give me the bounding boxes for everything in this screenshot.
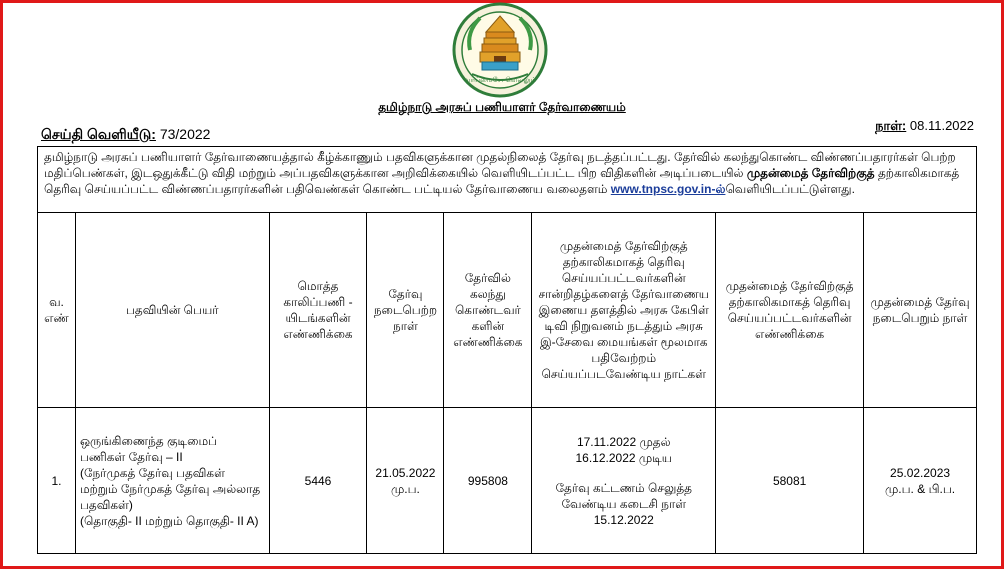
cell-total-vacancies: 5446 xyxy=(269,408,367,554)
header-main-exam-date: முதன்மைத் தேர்வு நடைபெறும் நாள் xyxy=(864,213,977,408)
header-total-vacancies: மொத்த காலிப்பணி - யிடங்களின் எண்ணிக்கை xyxy=(269,213,367,408)
exam-session-value: மு.ப. xyxy=(390,481,420,496)
header-post-name: பதவியின் பெயர் xyxy=(75,213,269,408)
intro-text-1: தமிழ்நாடு அரசுப் பணியாளர் தேர்வாணையத்தால் கீழ்க்காணும் பதவிகளுக்கான முதல்நிலைத் தேர்வு நடத்தப்பட்டது. தேர்வில் கலந்துகொண்ட விண்ணப்பதாரர்கள் பெற்ற மதிப்பெண்கள், இடஒதுக்கீட்டு விதி மற்றும் அப்பதவிகளுக்கான அறிவிக்கையில் வெளியிடப்பட்ட பிற விதிகளின் அடிப்படையில் xyxy=(44,150,956,180)
intro-text-3: வெளியிடப்பட்டுள்ளது. xyxy=(725,182,855,196)
post-name-line: (நேர்முகத் தேர்வு பதவிகள் மற்றும் நேர்முகத் தேர்வு அல்லாத பதவிகள்) xyxy=(79,465,261,512)
header-exam-date: தேர்வு நடைபெற்ற நாள் xyxy=(367,213,444,408)
header-attended-count: தேர்வில் கலந்து கொண்டவர் களின் எண்ணிக்கை xyxy=(444,213,532,408)
post-name-line: (தொகுதி- II மற்றும் தொகுதி- II A) xyxy=(79,513,259,528)
press-release xyxy=(41,126,210,145)
post-name-line: ஒருங்கிணைந்த குடிமைப் பணிகள் தேர்வு – II xyxy=(79,433,218,464)
main-exam-session-value: மு.ப. & பி.ப. xyxy=(884,481,956,496)
header-upload-dates: முதன்மைத் தேர்விற்குத் தற்காலிகமாகத் தெரிவு செய்யப்பட்டவர்களின் சான்றிதழ்களைத் தேர்வாணைய இணைய தளத்தில் அரசு கேபிள் டிவி நிறுவனம் நடத்தும் அரசு இ-சேவை மையங்கள் மூலமாக பதிவேற்றம் செய்யப்படவேண்டிய நாட்கள் xyxy=(532,213,716,408)
cell-main-exam-date xyxy=(864,408,977,554)
main-exam-date-value: 25.02.2023 xyxy=(890,465,951,480)
tnpsc-website-link[interactable]: www.tnpsc.gov.in-ல் xyxy=(610,182,726,196)
table-row xyxy=(38,408,977,554)
intro-text-2: தற்காலிகமாகத் தெரிவு செய்யப்பட்ட விண்ணப்பதாரர்களின் பதிவெண்கள் கொண்ட பட்டியல் தேர்வாணைய வலைதளம் xyxy=(44,166,960,196)
release-date xyxy=(875,118,974,135)
results-table xyxy=(37,212,977,554)
date-value: 08.11.2022 xyxy=(909,118,974,133)
cell-upload-dates xyxy=(532,408,716,554)
emblem-motto: வாய்மையே வெல்லும் xyxy=(463,77,537,84)
date-label: நாள்: xyxy=(875,118,907,133)
cell-serial-number: 1. xyxy=(38,408,76,554)
upload-to-date: 16.12.2022 முடிய xyxy=(575,450,673,465)
intro-text-bold: முதன்மைத் தேர்விற்குத் xyxy=(746,166,875,180)
upload-from-date: 17.11.2022 முதல் xyxy=(576,434,671,449)
fee-deadline-note: தேர்வு கட்டணம் செலுத்த வேண்டிய கடைசி நாள் 15.12.2022 xyxy=(555,480,692,527)
cell-selected-count: 58081 xyxy=(716,408,864,554)
header-serial-number: வ. எண் xyxy=(38,213,76,408)
header-selected-count: முதன்மைத் தேர்விற்குத் தற்காலிகமாகத் தெரிவு செய்யப்பட்டவர்களின் எண்ணிக்கை xyxy=(716,213,864,408)
press-release-label: செய்தி வெளியீடு: xyxy=(41,126,156,142)
cell-post-name xyxy=(75,408,269,554)
intro-paragraph xyxy=(37,146,977,212)
table-header-row xyxy=(38,213,977,408)
exam-date-value: 21.05.2022 xyxy=(375,465,436,480)
organization-title: தமிழ்நாடு அரசுப் பணியாளர் தேர்வாணையம் xyxy=(378,100,626,114)
cell-exam-date xyxy=(367,408,444,554)
press-release-number: 73/2022 xyxy=(159,126,211,142)
cell-attended-count: 995808 xyxy=(444,408,532,554)
